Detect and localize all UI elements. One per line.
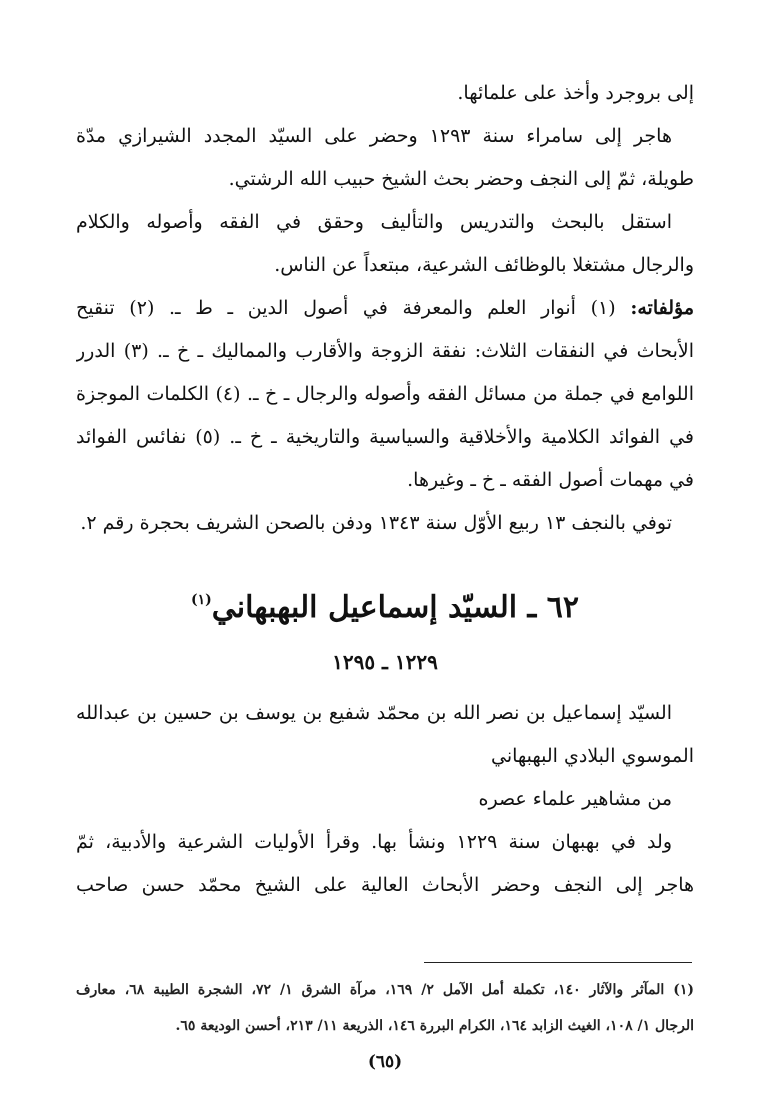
text-line: الأبحاث في النفقات الثلاث: نفقة الزوجة والأقارب والمماليك ـ خ ـ. (٣) الدرر: [76, 340, 694, 362]
text-line: اللوامع في جملة من مسائل الفقه وأصوله والرجال ـ خ ـ. (٤) الكلمات الموجزة: [76, 383, 694, 405]
text-line: هاجر إلى سامراء سنة ١٢٩٣ وحضر على السيّد المجدد الشيرازي مدّة: [76, 125, 672, 147]
text-line: هاجر إلى النجف وحضر الأبحاث العالية على الشيخ محمّد حسن صاحب: [76, 874, 694, 896]
footnote-line: الرجال ١/ ١٠٨، الغيث الزابد ١٦٤، الكرام البررة ١٤٦، الذريعة ١١/ ٢١٣، أحسن الوديعة ٦٥.: [175, 1018, 694, 1034]
text-line: طويلة، ثمّ إلى النجف وحضر بحث الشيخ حبيب الله الرشتي.: [228, 168, 694, 190]
footnote-ref: (١): [191, 592, 212, 608]
footnote: [76, 972, 694, 1044]
works-line: [76, 287, 694, 330]
text-line: من مشاهير علماء عصره: [478, 788, 672, 810]
death-line: توفي بالنجف ١٣ ربيع الأوّل سنة ١٣٤٣ ودفن بالصحن الشريف بحجرة رقم ٢.: [80, 512, 672, 534]
works-label: مؤلفاته:: [630, 297, 694, 319]
entry-dates: ١٢٢٩ ـ ١٢٩٥: [332, 650, 438, 674]
entry-heading: [0, 590, 770, 625]
entry-body: [76, 692, 694, 907]
works-text: (١) أنوار العلم والمعرفة في أصول الدين ـ ط ـ. (٢) تنقيح: [76, 297, 616, 319]
text-line: في الفوائد الكلامية والأخلاقية والسياسية والتاريخية ـ خ ـ. (٥) نفائس الفوائد: [76, 426, 694, 448]
text-line: استقل بالبحث والتدريس والتأليف وحقق في الفقه وأصوله والكلام: [76, 211, 672, 233]
entry-title: ٦٢ ـ السيّد إسماعيل البهبهاني: [211, 590, 579, 625]
text-line: السيّد إسماعيل بن نصر الله بن محمّد شفيع بن يوسف بن حسين بن عبدالله: [76, 702, 672, 724]
prev-entry-body: [76, 72, 694, 545]
footnote-line: (١) المآثر والآثار ١٤٠، تكملة أمل الآمل ٢/ ١٦٩، مرآة الشرق ١/ ٧٢، الشجرة الطيبة ٦٨، معارف: [76, 982, 694, 998]
text-line: ولد في بهبهان سنة ١٢٢٩ ونشأ بها. وقرأ الأوليات الشرعية والأدبية، ثمّ: [76, 831, 672, 853]
text-line: الموسوي البلادي البهبهاني: [491, 745, 694, 767]
footnote-divider: [424, 962, 692, 963]
page-number: (٦٥): [367, 1052, 403, 1072]
text-line: والرجال مشتغلا بالوظائف الشرعية، مبتعداً عن الناس.: [274, 254, 694, 276]
text-line: في مهمات أصول الفقه ـ خ ـ وغيرها.: [407, 469, 694, 491]
text-line: إلى بروجرد وأخذ على علمائها.: [457, 82, 694, 104]
